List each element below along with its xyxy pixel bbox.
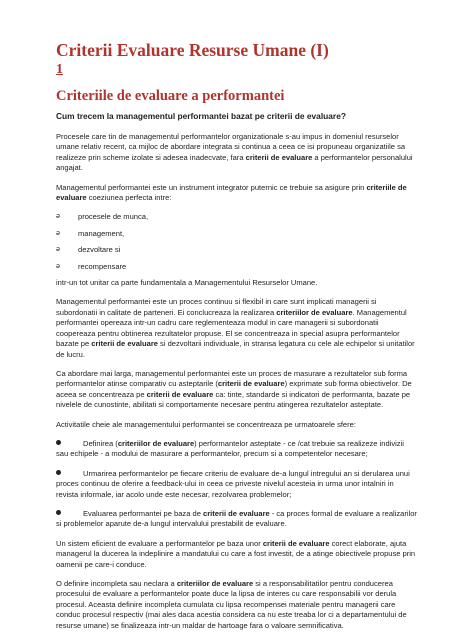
list-item [56, 212, 418, 222]
bold-term: criteriilor de evaluare [276, 307, 353, 317]
text: si a responsabilitatilor pentru conducerea procesului de evaluare a performantelor poate duce la lipsa de interes cu care responsabilii vor derula procesul. Aceasta definire incompleta cumulata cu lipsa recompensei materiale pentru managerii care conduc procesul respectiv (mai ales daca acestia considera ca nu este treaba lor ci a departamentului de resurse umane) se finalizeaza intr-un maldar de hartoage fara o valoare semnificativa. [56, 579, 407, 630]
list-item [56, 262, 418, 272]
text: ) exprimate sub forma obiectivelor. De aceea se concentreaza pe [56, 379, 412, 399]
text: ) performantelor asteptate - ce /cat trebuie sa realizeze indivizii sau echipele - a modului de masurare a performantelor, precum si a competentelor necesare; [56, 438, 404, 459]
text: Managementul performantei este un instrument integrator puternic ce trebuie sa asigure prin [56, 182, 367, 192]
bullet-dot-icon [56, 470, 61, 475]
bold-term: criterii de evaluare [217, 379, 285, 389]
list-item [56, 245, 418, 255]
sphere-item-2 [56, 469, 418, 500]
title-number: 1 [56, 62, 63, 77]
paragraph-2 [56, 183, 418, 204]
bullet-mark: ə [56, 229, 60, 237]
paragraph-8 [56, 579, 418, 631]
bullet-mark: ə [56, 262, 60, 270]
paragraph-3: intr-un tot unitar ca parte fundamentala a Managementului Resurselor Umane. [56, 278, 318, 288]
text: O definire incompleta sau neclara a [56, 579, 177, 588]
document-title: Criterii Evaluare Resurse Umane (I) [56, 40, 329, 60]
list-item-text: management, [78, 228, 125, 238]
bullet-dot-icon [56, 510, 61, 515]
text: si dezvoltarii individuale, in stransa legatura cu cele ale echipelor si unitatilor de lucru. [56, 339, 415, 359]
text: Managementul performantei este un proces continuu si flexibil in care sunt implicati managerii si subordonatii in calitate de parteneri. Ei conclucreaza la realizarea [56, 297, 377, 317]
list-item-text: procesele de munca, [78, 212, 149, 222]
bullet-dot-icon [56, 440, 61, 445]
bold-term: criterii de evaluare [146, 389, 214, 399]
paragraph-7 [56, 539, 418, 570]
sphere-item-3 [56, 509, 418, 530]
text: Evaluarea performantei pe baza de [83, 508, 203, 518]
text: Definirea ( [83, 438, 118, 448]
text: coeziunea perfecta intre: [86, 193, 172, 203]
bold-term: criterii de evaluare [262, 538, 330, 548]
text: Urmarirea performantelor pe fiecare criteriu de evaluare de-a lungul intregului an si derularea unui proces continuu de oferire a feedback-ului in ceea ce priveste nivelul acesteia in urma unor intalniri in revista informale, iar acolo unde este necesar, rezolvarea problemelor; [56, 468, 410, 499]
bullet-mark: ə [56, 213, 60, 221]
section-subtitle: Criteriile de evaluare a performantei [56, 88, 285, 104]
bold-term: criteriilor de evaluare [117, 438, 195, 448]
list-item [56, 229, 418, 239]
text: Ca abordare mai larga, managementul performantei este un proces de masurare a rezultatelor sub forma performantelor atinse comparativ cu asteptarile ( [56, 368, 408, 389]
paragraph-5 [56, 369, 418, 411]
text: a performantelor personalului angajat. [56, 152, 413, 173]
list-item-text: dezvoltare si [78, 245, 121, 255]
paragraph-6: Activitatile cheie ale managementului performantei se concentreaza pe urmatoarele sfere: [56, 419, 356, 429]
text: Un sistem eficient de evaluare a performantelor pe baza unor [56, 538, 263, 548]
bold-term: criteriilor de evaluare [176, 579, 254, 588]
bold-term: criterii de evaluare [203, 508, 270, 518]
text: Procesele care tin de managementul performantelor organizationale s-au impus in domeniul resurselor umane relativ recent, ca mijloc de abordare integrata si continua a ceea ce isi propuneau organizatiile sa realizeze prin scheme izolate si adesea inadecvate, fara [56, 132, 406, 162]
bullet-mark: ə [56, 246, 60, 254]
bold-term: criterii de evaluare [245, 152, 313, 162]
bold-term: criteriile de evaluare [56, 182, 407, 203]
text: . Managementul performantei opereaza intr-un cadru care reglementeaza modul in care managerii si subordonatii coopereaza pentru obtinerea rezultatelor propuse. El se concentreaza in special asupra performantelor bazate pe [56, 307, 407, 349]
text: - ca proces formal de evaluare a realizarilor si problemelor aparute de-a lungul intervalului prestabilit de evaluare. [56, 508, 417, 529]
paragraph-1 [56, 132, 418, 174]
list-item-text: recompensare [78, 261, 127, 271]
lead-question: Cum trecem la managementul performantei bazat pe criterii de evaluare? [56, 111, 346, 121]
text: corect elaborate, ajuta managerul la ducerea la indeplinire a mandatului cu care a fost investit, de a atinge obiectivele propuse prin oamenii pe care-i conduce. [56, 538, 416, 569]
bold-term: criterii de evaluare [91, 339, 158, 349]
bullet-list [56, 212, 418, 272]
text: ca: tinte, standarde si indicatori de performanta, bazate pe nivelele de cunostinte, abilitati si comportamente necesare pentru atingerea rezultatelor asteptate. [56, 389, 411, 410]
sphere-item-1 [56, 439, 418, 460]
paragraph-4 [56, 297, 418, 359]
